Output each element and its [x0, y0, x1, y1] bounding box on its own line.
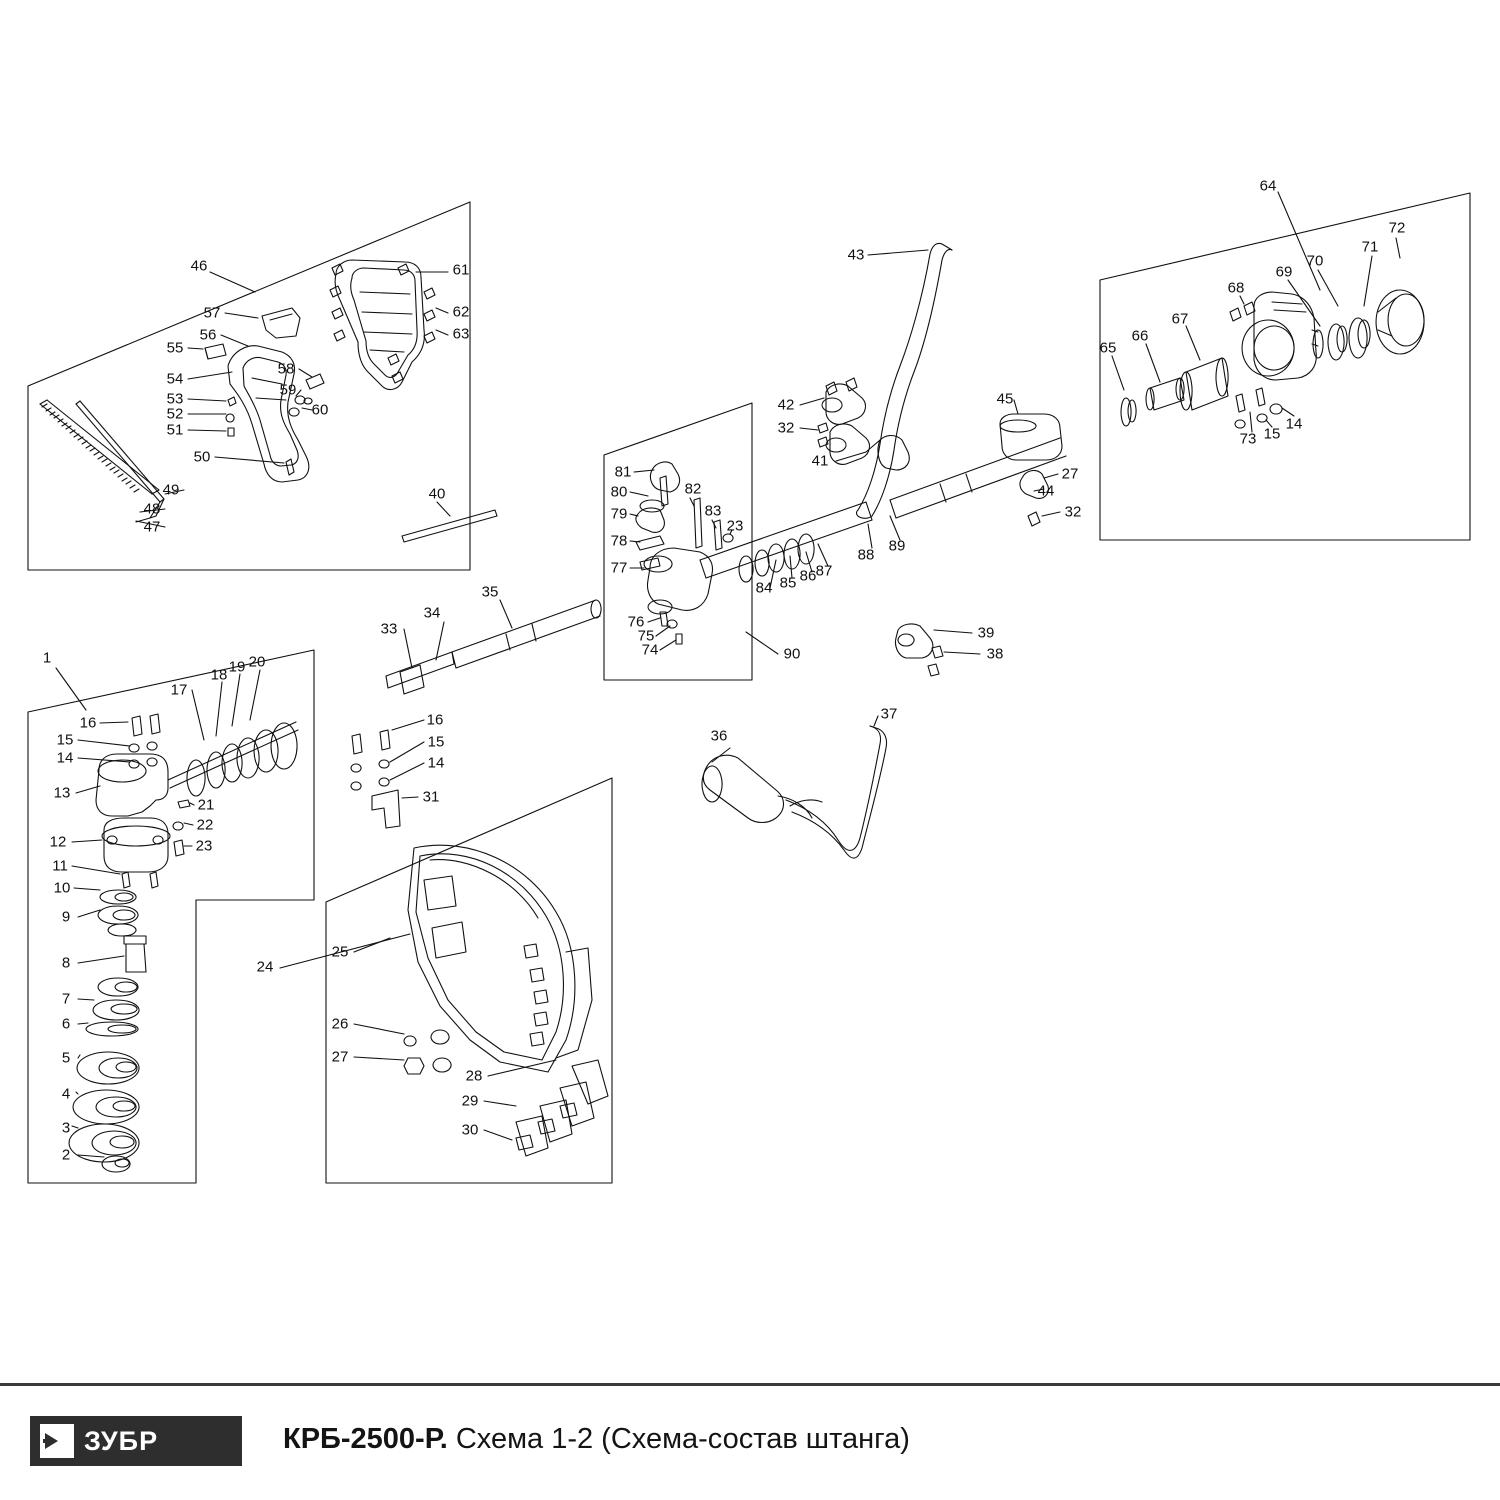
- callout-23-throttle: 23: [726, 517, 744, 535]
- callout-58: 58: [277, 360, 295, 378]
- callout-5: 5: [61, 1049, 71, 1067]
- callout-11: 11: [52, 857, 68, 875]
- callout-75: 75: [637, 627, 655, 645]
- callout-81: 81: [614, 463, 632, 481]
- callout-37: 37: [880, 705, 898, 723]
- callout-79: 79: [610, 505, 628, 523]
- model-number: КРБ-2500-Р.: [283, 1423, 448, 1455]
- callout-24: 24: [256, 958, 274, 976]
- callout-23-gearhead: 23: [195, 837, 213, 855]
- callout-28: 28: [465, 1067, 483, 1085]
- callout-60: 60: [311, 401, 329, 419]
- callout-16-right: 16: [426, 711, 444, 729]
- callout-55: 55: [166, 339, 184, 357]
- callout-7: 7: [61, 990, 71, 1008]
- callout-65: 65: [1099, 339, 1117, 357]
- callout-80: 80: [610, 483, 628, 501]
- callout-57: 57: [203, 304, 221, 322]
- callout-14-right: 14: [427, 754, 445, 772]
- callout-35: 35: [481, 583, 499, 601]
- callout-26: 26: [331, 1015, 349, 1033]
- callout-69: 69: [1275, 263, 1293, 281]
- callout-88: 88: [857, 546, 875, 564]
- callout-84: 84: [755, 579, 773, 597]
- brand-name: ЗУБР: [84, 1425, 159, 1456]
- callout-9: 9: [61, 908, 71, 926]
- callout-10: 10: [53, 879, 71, 897]
- callout-47: 47: [143, 518, 161, 536]
- callout-6: 6: [61, 1015, 71, 1033]
- callout-15-clutch: 15: [1263, 425, 1281, 443]
- callout-46: 46: [190, 257, 208, 275]
- callout-78: 78: [610, 532, 628, 550]
- callout-61: 61: [452, 261, 470, 279]
- callout-13: 13: [53, 784, 71, 802]
- callout-36: 36: [710, 727, 728, 745]
- callout-16-left: 16: [79, 714, 97, 732]
- callout-54: 54: [166, 370, 184, 388]
- callout-38: 38: [986, 645, 1004, 663]
- callout-87: 87: [815, 562, 833, 580]
- callout-51: 51: [166, 421, 184, 439]
- callout-64: 64: [1259, 177, 1277, 195]
- callout-71: 71: [1361, 238, 1379, 256]
- callout-20: 20: [248, 653, 266, 671]
- callout-89: 89: [888, 537, 906, 555]
- callout-68: 68: [1227, 279, 1245, 297]
- callout-21: 21: [197, 796, 215, 814]
- callout-30: 30: [461, 1121, 479, 1139]
- callout-31: 31: [422, 788, 440, 806]
- callout-63: 63: [452, 325, 470, 343]
- callout-25: 25: [331, 943, 349, 961]
- footer: [0, 1383, 1500, 1500]
- callout-3: 3: [61, 1119, 71, 1137]
- callout-43: 43: [847, 246, 865, 264]
- callout-32-lower: 32: [1064, 503, 1082, 521]
- callout-62: 62: [452, 303, 470, 321]
- callout-50: 50: [193, 448, 211, 466]
- callout-45: 45: [996, 390, 1014, 408]
- callout-1: 1: [42, 649, 52, 667]
- callout-40: 40: [428, 485, 446, 503]
- callout-15-right: 15: [427, 733, 445, 751]
- callout-66: 66: [1131, 327, 1149, 345]
- callout-76: 76: [627, 613, 645, 631]
- callout-41: 41: [811, 452, 829, 470]
- callout-4: 4: [61, 1085, 71, 1103]
- callout-83: 83: [704, 502, 722, 520]
- callout-44: 44: [1037, 482, 1055, 500]
- callout-19: 19: [228, 658, 246, 676]
- callout-15-left: 15: [56, 731, 74, 749]
- callout-33: 33: [380, 620, 398, 638]
- callout-27-upper: 27: [1061, 465, 1079, 483]
- brand-logo: [30, 1416, 242, 1466]
- callout-17: 17: [170, 681, 188, 699]
- callout-39: 39: [977, 624, 995, 642]
- callout-42: 42: [777, 396, 795, 414]
- callout-14-left: 14: [56, 749, 74, 767]
- callout-48: 48: [143, 500, 161, 518]
- callout-53: 53: [166, 390, 184, 408]
- footer-divider: [0, 1383, 1500, 1386]
- callout-67: 67: [1171, 310, 1189, 328]
- callout-70: 70: [1306, 252, 1324, 270]
- callout-86: 86: [799, 567, 817, 585]
- callout-34: 34: [423, 604, 441, 622]
- callout-74: 74: [641, 641, 659, 659]
- callout-82: 82: [684, 480, 702, 498]
- callout-18: 18: [210, 666, 228, 684]
- callout-85: 85: [779, 574, 797, 592]
- callout-32-upper: 32: [777, 419, 795, 437]
- callout-14-clutch: 14: [1285, 415, 1303, 433]
- callout-59: 59: [279, 381, 297, 399]
- callout-77: 77: [610, 559, 628, 577]
- callout-12: 12: [49, 833, 67, 851]
- callout-56: 56: [199, 326, 217, 344]
- callout-90: 90: [783, 645, 801, 663]
- callout-22: 22: [196, 816, 214, 834]
- scheme-name: Схема 1-2 (Схема-состав штанга): [455, 1423, 910, 1455]
- callout-72: 72: [1388, 219, 1406, 237]
- callout-8: 8: [61, 954, 71, 972]
- scheme-title: [283, 1423, 910, 1456]
- callout-27-guard: 27: [331, 1048, 349, 1066]
- callout-29: 29: [461, 1092, 479, 1110]
- callout-73: 73: [1239, 430, 1257, 448]
- callout-2: 2: [61, 1146, 71, 1164]
- callout-52: 52: [166, 405, 184, 423]
- callout-49: 49: [162, 481, 180, 499]
- arrow-logo-icon: [40, 1424, 74, 1458]
